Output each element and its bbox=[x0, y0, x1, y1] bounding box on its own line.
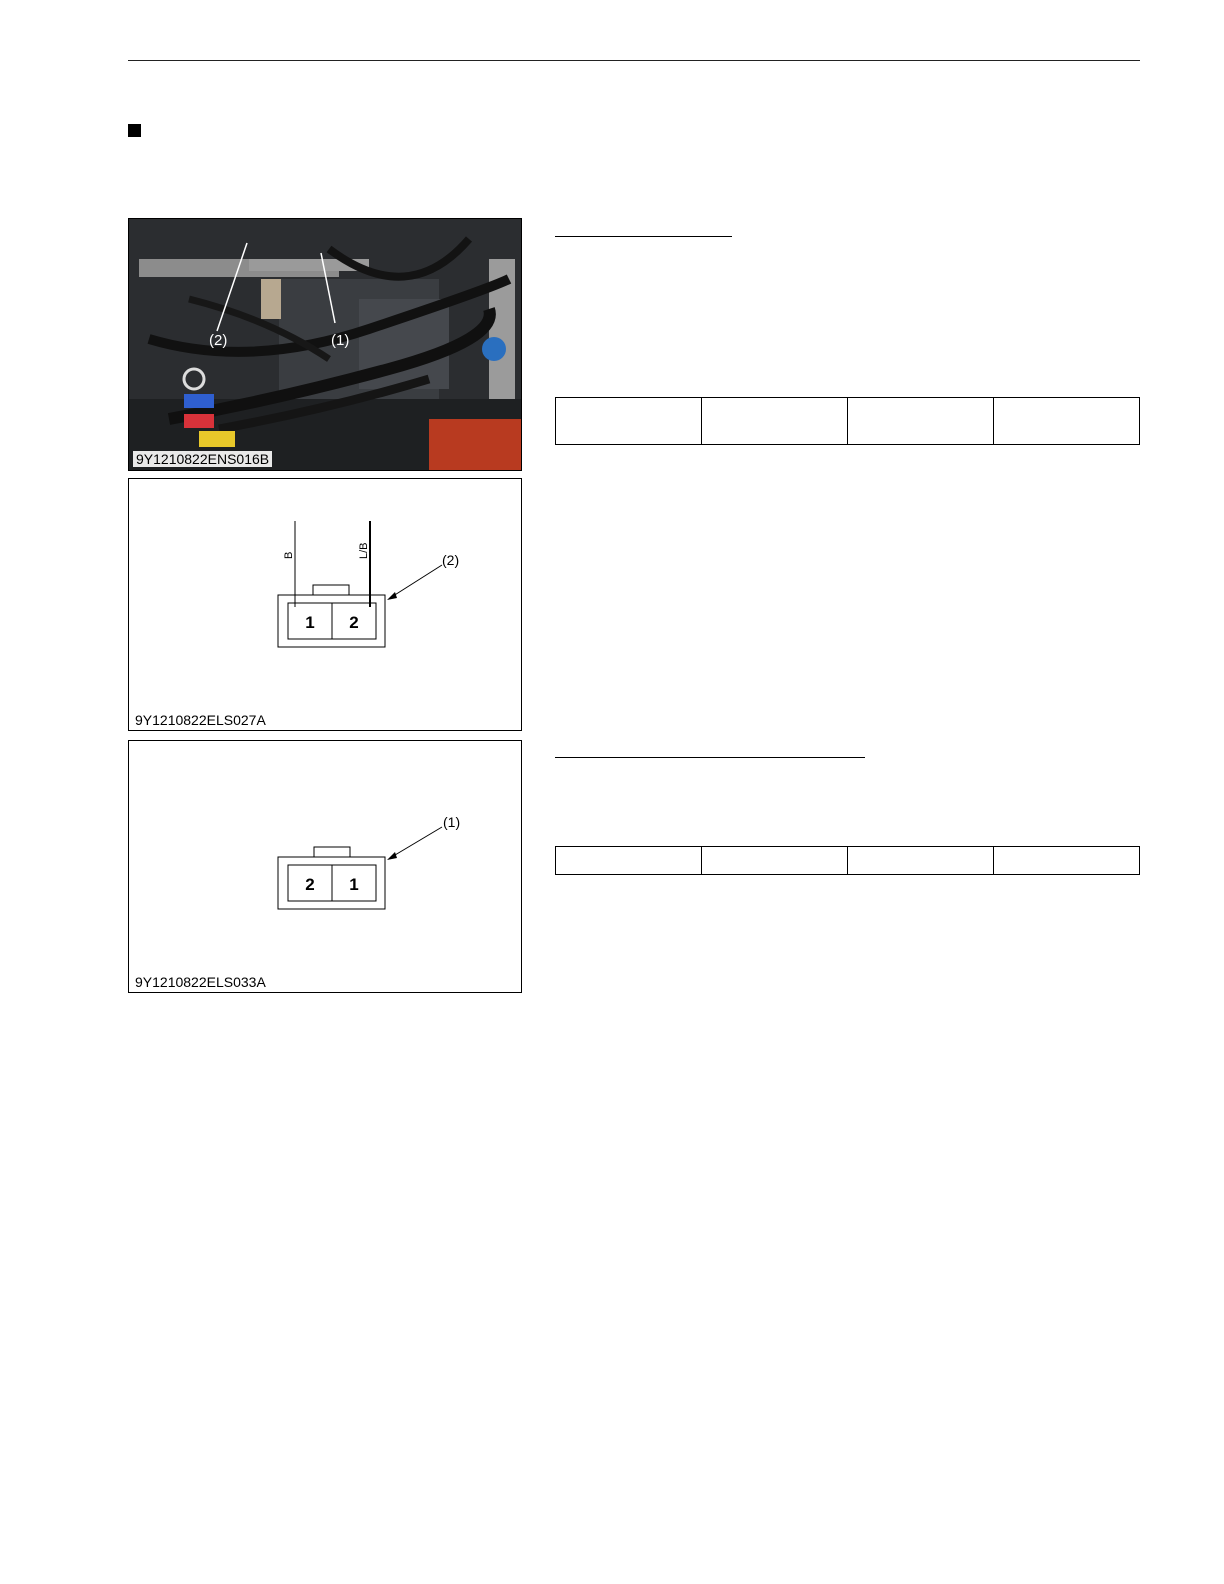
diagram-callout: (2) bbox=[442, 552, 460, 568]
connector-2-drawing bbox=[129, 479, 521, 730]
spec-table bbox=[555, 397, 1140, 445]
table-cell bbox=[994, 398, 1140, 445]
table-cell bbox=[702, 847, 848, 875]
pin-label: 2 bbox=[305, 875, 315, 894]
wire-label-lb: L/B bbox=[358, 542, 370, 559]
table-cell bbox=[848, 847, 994, 875]
header-rule bbox=[128, 60, 1140, 61]
connector-1-diagram bbox=[128, 740, 522, 993]
subsection-heading-underline bbox=[555, 757, 865, 758]
figure-id-label: 9Y1210822ELS027A bbox=[135, 712, 266, 728]
pin-label: 2 bbox=[349, 613, 359, 632]
spec-table bbox=[555, 846, 1140, 875]
photo-callout-2: (2) bbox=[209, 332, 228, 349]
figure-id-label: 9Y1210822ELS033A bbox=[135, 974, 266, 990]
figure-id-label: 9Y1210822ENS016B bbox=[133, 451, 272, 467]
photo-callout-1: (1) bbox=[331, 332, 350, 349]
subsection-heading-underline bbox=[555, 236, 732, 237]
table-cell bbox=[556, 398, 702, 445]
table-cell bbox=[556, 847, 702, 875]
section-bullet-icon bbox=[128, 124, 141, 137]
pin-label: 1 bbox=[349, 875, 359, 894]
table-cell bbox=[994, 847, 1140, 875]
engine-photo-illustration bbox=[129, 219, 521, 470]
engine-photo-figure bbox=[128, 218, 522, 471]
pin-label: 1 bbox=[305, 613, 315, 632]
connector-1-drawing bbox=[129, 741, 521, 992]
wire-label-b: B bbox=[283, 551, 295, 559]
table-cell bbox=[848, 398, 994, 445]
connector-2-diagram bbox=[128, 478, 522, 731]
table-row bbox=[556, 398, 1140, 445]
table-cell bbox=[702, 398, 848, 445]
table-row bbox=[556, 847, 1140, 875]
diagram-callout: (1) bbox=[443, 814, 461, 830]
